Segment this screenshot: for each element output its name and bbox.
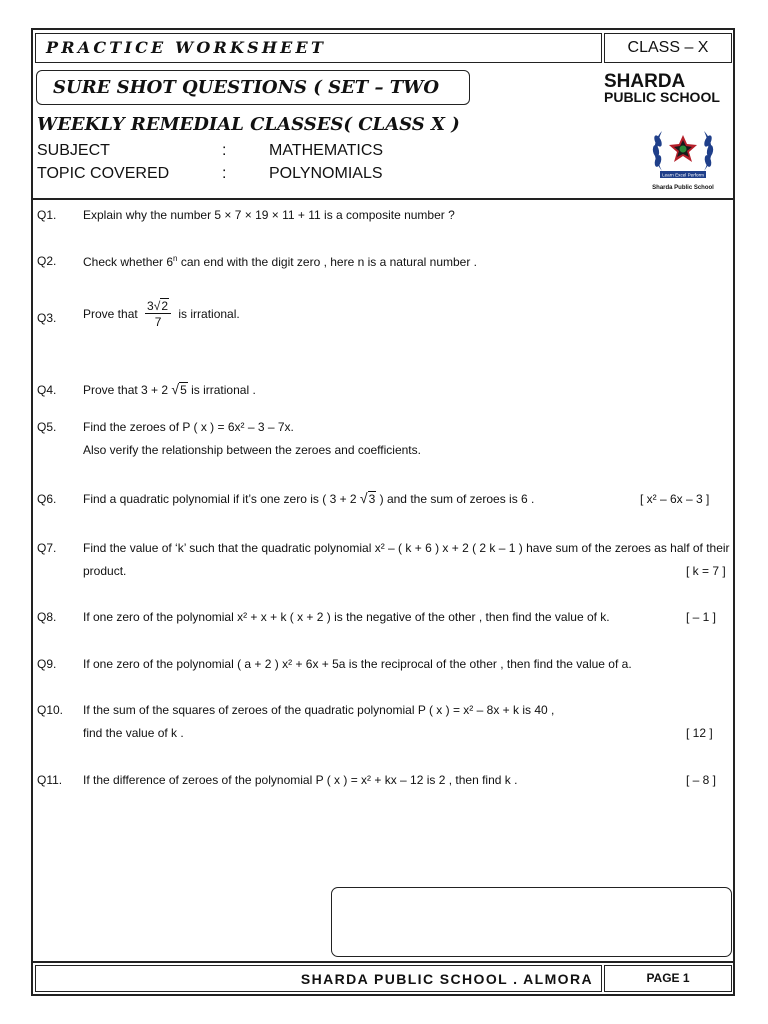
class-label: CLASS – X [627,39,709,56]
weekly-title: WEEKLY REMEDIAL CLASSES( CLASS X ) [37,114,460,135]
question-number: Q7. [37,541,57,555]
answer: [ k = 7 ] [686,564,726,578]
subject-value: MATHEMATICS [269,142,384,159]
footer-page-box [604,965,732,992]
question-text: find the value of k . [83,726,184,740]
notes-box [331,887,732,957]
logo-tagline: Learn Excel Perform [662,172,704,178]
question-text: product. [83,564,127,578]
question-text: Also verify the relationship between the zeroes and coefficients. [83,443,421,457]
question-number: Q8. [37,610,57,624]
question-text: If one zero of the polynomial ( a + 2 ) x² + 6x + 5a is the reciprocal of the other , then find the value of a. [83,657,632,671]
set-title-box [36,70,470,105]
question-text: Explain why the number 5 × 7 × 19 × 11 + 11 is a composite number ? [83,208,455,222]
topic-value: POLYNOMIALS [269,165,383,182]
question-text: Check whether 6$^n$ can end with the digit zero , here n is a natural number . [83,254,478,269]
page-number: PAGE 1 [646,971,690,985]
worksheet-title: PRACTICE WORKSHEET [46,38,327,57]
question-number: Q1. [37,208,57,222]
header-divider [33,198,733,200]
question-text: Find a quadratic polynomial if it’s one zero is ( 3 + 2 √3 ) and the sum of zeroes is 6 . [83,490,535,506]
fraction: $\frac{3√2}{7}$ [145,300,171,328]
subject-colon: : [222,142,227,159]
worksheet-title-box [35,33,602,63]
question-text: If the sum of the squares of zeroes of the quadratic polynomial P ( x ) = x² – 8x + k is 40 , [83,703,555,717]
topic-colon: : [222,165,227,182]
question-text: If the difference of zeroes of the polynomial P ( x ) = x² + kx – 12 is 2 , then find k . [83,773,518,787]
answer: [ 12 ] [686,726,713,740]
question-text: Prove that $\frac{3√2}{7}$ is irrational. [83,299,240,329]
topic-label: TOPIC COVERED [37,165,170,182]
school-name: SHARDA [604,71,686,92]
question-number: Q5. [37,420,57,434]
logo-caption: Sharda Public School [652,185,714,191]
answer: [ – 8 ] [686,773,717,787]
school-subtitle: PUBLIC SCHOOL [604,89,720,105]
set-title: SURE SHOT QUESTIONS ( SET – TWO [53,77,440,98]
question-number: Q3. [37,311,57,325]
question-number: Q4. [37,383,57,397]
question-number: Q6. [37,492,57,506]
subject-label: SUBJECT [37,142,110,159]
class-label-box [604,33,732,63]
footer-school-box [35,965,602,992]
question-number: Q11. [37,773,63,787]
question-number: Q9. [37,657,57,671]
question-text: If one zero of the polynomial x² + x + k ( x + 2 ) is the negative of the other , then find the value of k. [83,610,610,624]
question-text: Find the value of ‘k’ such that the quadratic polynomial x² – ( k + 6 ) x + 2 ( 2 k – 1 ) have sum of the zeroes as half of their [83,541,730,555]
footer-divider [33,961,733,963]
question-number: Q2. [37,254,57,268]
question-number: Q10. [37,703,64,717]
answer: [ x² – 6x – 3 ] [640,492,710,506]
question-text: Find the zeroes of P ( x ) = 6x² – 3 – 7x. [83,420,294,434]
question-text: Prove that 3 + 2 √5 is irrational . [83,381,256,397]
school-logo-icon [648,119,718,195]
footer-school: SHARDA PUBLIC SCHOOL . ALMORA [300,971,593,987]
answer: [ – 1 ] [686,610,717,624]
